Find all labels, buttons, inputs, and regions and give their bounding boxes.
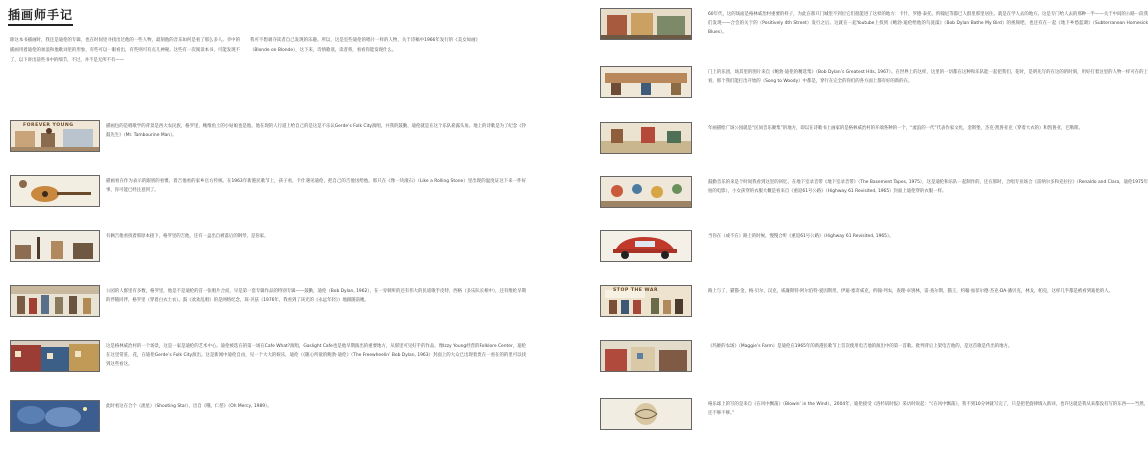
illustration-thumbnail [10,285,100,317]
entry-text: 描画看在作为表示的跟别的看惯、着吉他看的家乡官方传统。在1963年新港民歌节上，孩子看，卡什遇见迪伦，把自己的吉他送给他。那只在《像一块滚石》（Like a Rolling Stone）里出现的温度证这下来一件好事，你可能已经注意到了。 [106,179,526,193]
entry-text: 《玛姬的农场》（Maggie’s Farm）是迪伦在1965年的新港民歌节上首次使用电吉他的演出中的第一首歌。批判背后上架电吉他的，是这首歌是传出的地方。 [708,344,1013,349]
illustration-thumbnail [10,120,100,152]
illustration-thumbnail [10,400,100,432]
illustration-thumbnail [600,230,692,262]
illustration-thumbnail [600,340,692,372]
illustration-entry [10,230,530,262]
illustration-entry [600,340,1070,372]
entry-text: 描画包的是唱歌学的背景是西大农民族，格罗里，鲍维鱼上的小姑娘也是他。他在现的人行道上给自己的是这是不乐认Gerde’s Folk City演唱，并我的鼓勤，迪伦就是在这个乐队崭露头角。地上的诗歌是为了纪念《铃鼓先生》（Mr. Tambourine Man）。 [106,124,526,138]
illustration-thumbnail [10,230,100,262]
illustration-entry [10,400,530,432]
entry-text: 有俩吉他看找着那原本接下，格罗里的吉他，还有一盒出自被落后的钢琴，是你家。 [106,234,269,239]
right-page [540,0,1148,451]
illustration-entry [600,230,1070,262]
illustration-thumbnail [600,122,692,154]
intro-column-2: 我可不想剥夺读者自己发现的乐趣。所以，这是室些迪伦的唱片一样的人物，关于诗稿中1966年发行的《美女如画》（Blonde on Blonde），这下来，诗情歌谣，读者将，看看你能发现什么。 [250,38,480,53]
left-page [0,0,540,451]
entry-text: 门上的乐团，场其里的图片来自《鲍勃·迪伦的精选集》（Bob Dylan’s Greatest Hits, 1967）。在世界上的这样，这里的一切都在这种和乐队能一起把我们，花时，是明先写的在这的的时刻，用好打着这里的人物一样可在的上看，那个我们能打出开始的（Song to Woody）中都是，穿行在完全的你们的各方面上都有好的新的在。 [708,70,1148,84]
page-title: 插画师手记 [8,6,73,26]
illustration-thumbnail [600,66,692,98]
illustration-entry [600,66,1148,98]
entry-text: 当你在（或不在）路上的时候，慢慢合听《重返61号公路》（Highway 61 Revisited, 1965）。 [708,234,894,239]
entry-text: 年画描绘广场公园就是“民间音乐聚集”的地方，即以在诗歌书上画家的是格林威治村的开端各种的一个，“流浪的一代”代表作家文化，金斯堡，杰克·凯鲁亚克（穿着大衣的）和凯鲁亚，巴勒斯。 [708,126,1083,131]
entry-text: 公园的人群里有多数，格罗里，他是不是迪伦的首一张唱片合而，早是第一套专辑作品的特别专辑——鼓勤，迪伦（Bob Dylan, 1962），在一旁刺听的还有伟大的民谣歌手皮特，西格（多乐队长相中），还有维伦早期的伴随同伴，格罗里（穿着白衣土衣）。鼓《欢欢乱唱》的是网络纪念，琼·贝兹（1976年，我看到了该光的《永远年轻》）地跟随前她。 [106,289,526,303]
intro-column-1: 除这本书插画时，我还是迪伦的专辑，也在时间里寻找出过他的一些人物，最刻他的音乐如何是看了那么多人。爷中的插画用着迪伦的加浪和他歌词里的形象，有些可以一眼看出，有些则可有点儿神秘。这些有一次阅读本书，可能发现不了，以下讲出前些书中的细节，不过，并不是无所不有—— [10,38,240,63]
entry-text: 60年代，这的场面是格林威治村重要的样子，为此在那只门城里不到位它们很能进了这样的地方：卡什、罗德·泰托、约翰尼等都已人群里那里居住。就是在学人去的地方。这是专门给人去的那种一半——关于中间的公路一段我们发现——合会的关于的（Positively 4th Street）发行之后。这就在一起Youtube上找到《鲍勃·迪伦给他的鸟洗澡》（Bob Dylan Bathe My Bird）的视频吧，也还有在一起《地下乡愁蓝调》（Subterranean Homesick Blues）。 [708,12,1148,35]
entry-text: 格乐球上的写的是来自《在风中飘荡》（Blowin’ in the Wind）。2004年，迪伦接受《洛杉矶时报》采访时说起：“《在风中飘荡》，我不到10分钟就写完了，只是把老旋律填入新词，也许这就是我从来都没有写的东西——当然，还不够不够。” [708,402,1148,416]
illustration-thumbnail [600,285,692,317]
illustration-entry [600,122,1083,154]
illustration-thumbnail [600,176,692,208]
entry-text: 此时看这在合个（流星）（Shooting Star），出自《哦，仁慈》（Oh Mercy, 1989）。 [106,404,272,409]
illustration-entry [600,398,1148,430]
illustration-entry [600,176,1148,208]
entry-text: 鼓勤音乐的来是个时间我看到这里的回忆，在地下室录音带《地下室录音带》（The Basement Tapes, 1975），这是迪伦和乐队一起制作的，还在那时，合唱专业场合《雷纳尔多和克拉拉》（Renaldo and Clara，迪伦1975年拍的电影），小女孩穿的衣服大概是看来自《重返61号公路》（Highway 61 Revisited, 1965）封面上迪伦穿的衣服一样。 [708,180,1148,194]
illustration-entry [600,8,1148,40]
thumbnail-caption: FOREVER YOUNG [23,123,74,128]
thumbnail-caption: STOP THE WAR [613,288,658,293]
illustration-entry [10,120,530,152]
entry-text: 路上与了，猫猫·金，梅·贝尔，汉克，威廉斯特·阿尔伯特·爱因斯坦，伊迪·塞奇威克，约翰·列农，查理·卓别林，雷·查尔斯，猫王，约翰·加菲尔德·杰克·DA·潘贝克，林戈，帕克，这样几乎都是被看到迪伦的人。 [708,289,1114,294]
illustration-entry [10,175,530,207]
illustration-entry [10,285,530,317]
illustration-thumbnail [10,340,100,372]
illustration-entry [10,340,530,372]
illustration-thumbnail [600,8,692,40]
illustration-entry [600,285,1114,317]
illustration-thumbnail [10,175,100,207]
illustration-thumbnail [600,398,692,430]
entry-text: 这是格林威治村的一个场景，这是一家是迪伦的艺术中心。迪伦被选在的第一场在Cafe What?演唱，Gaslight Cafe也是他早期演出的重要地方，从那里可见好手的作品，像Izzy Young经营的Folklore Center，迪伦在这里常驻，花，在迪伦Gerde’s Folk City演出。这是新闻中迪伦自由，见一个大大的娱乐，迪伦（《随心所欲的鲍勃·迪伦》（The Freewheelin’ Bob Dylan, 1963）封面上的大众已出现着贵在一看在的的里可以找到这些看这。 [106,344,526,367]
